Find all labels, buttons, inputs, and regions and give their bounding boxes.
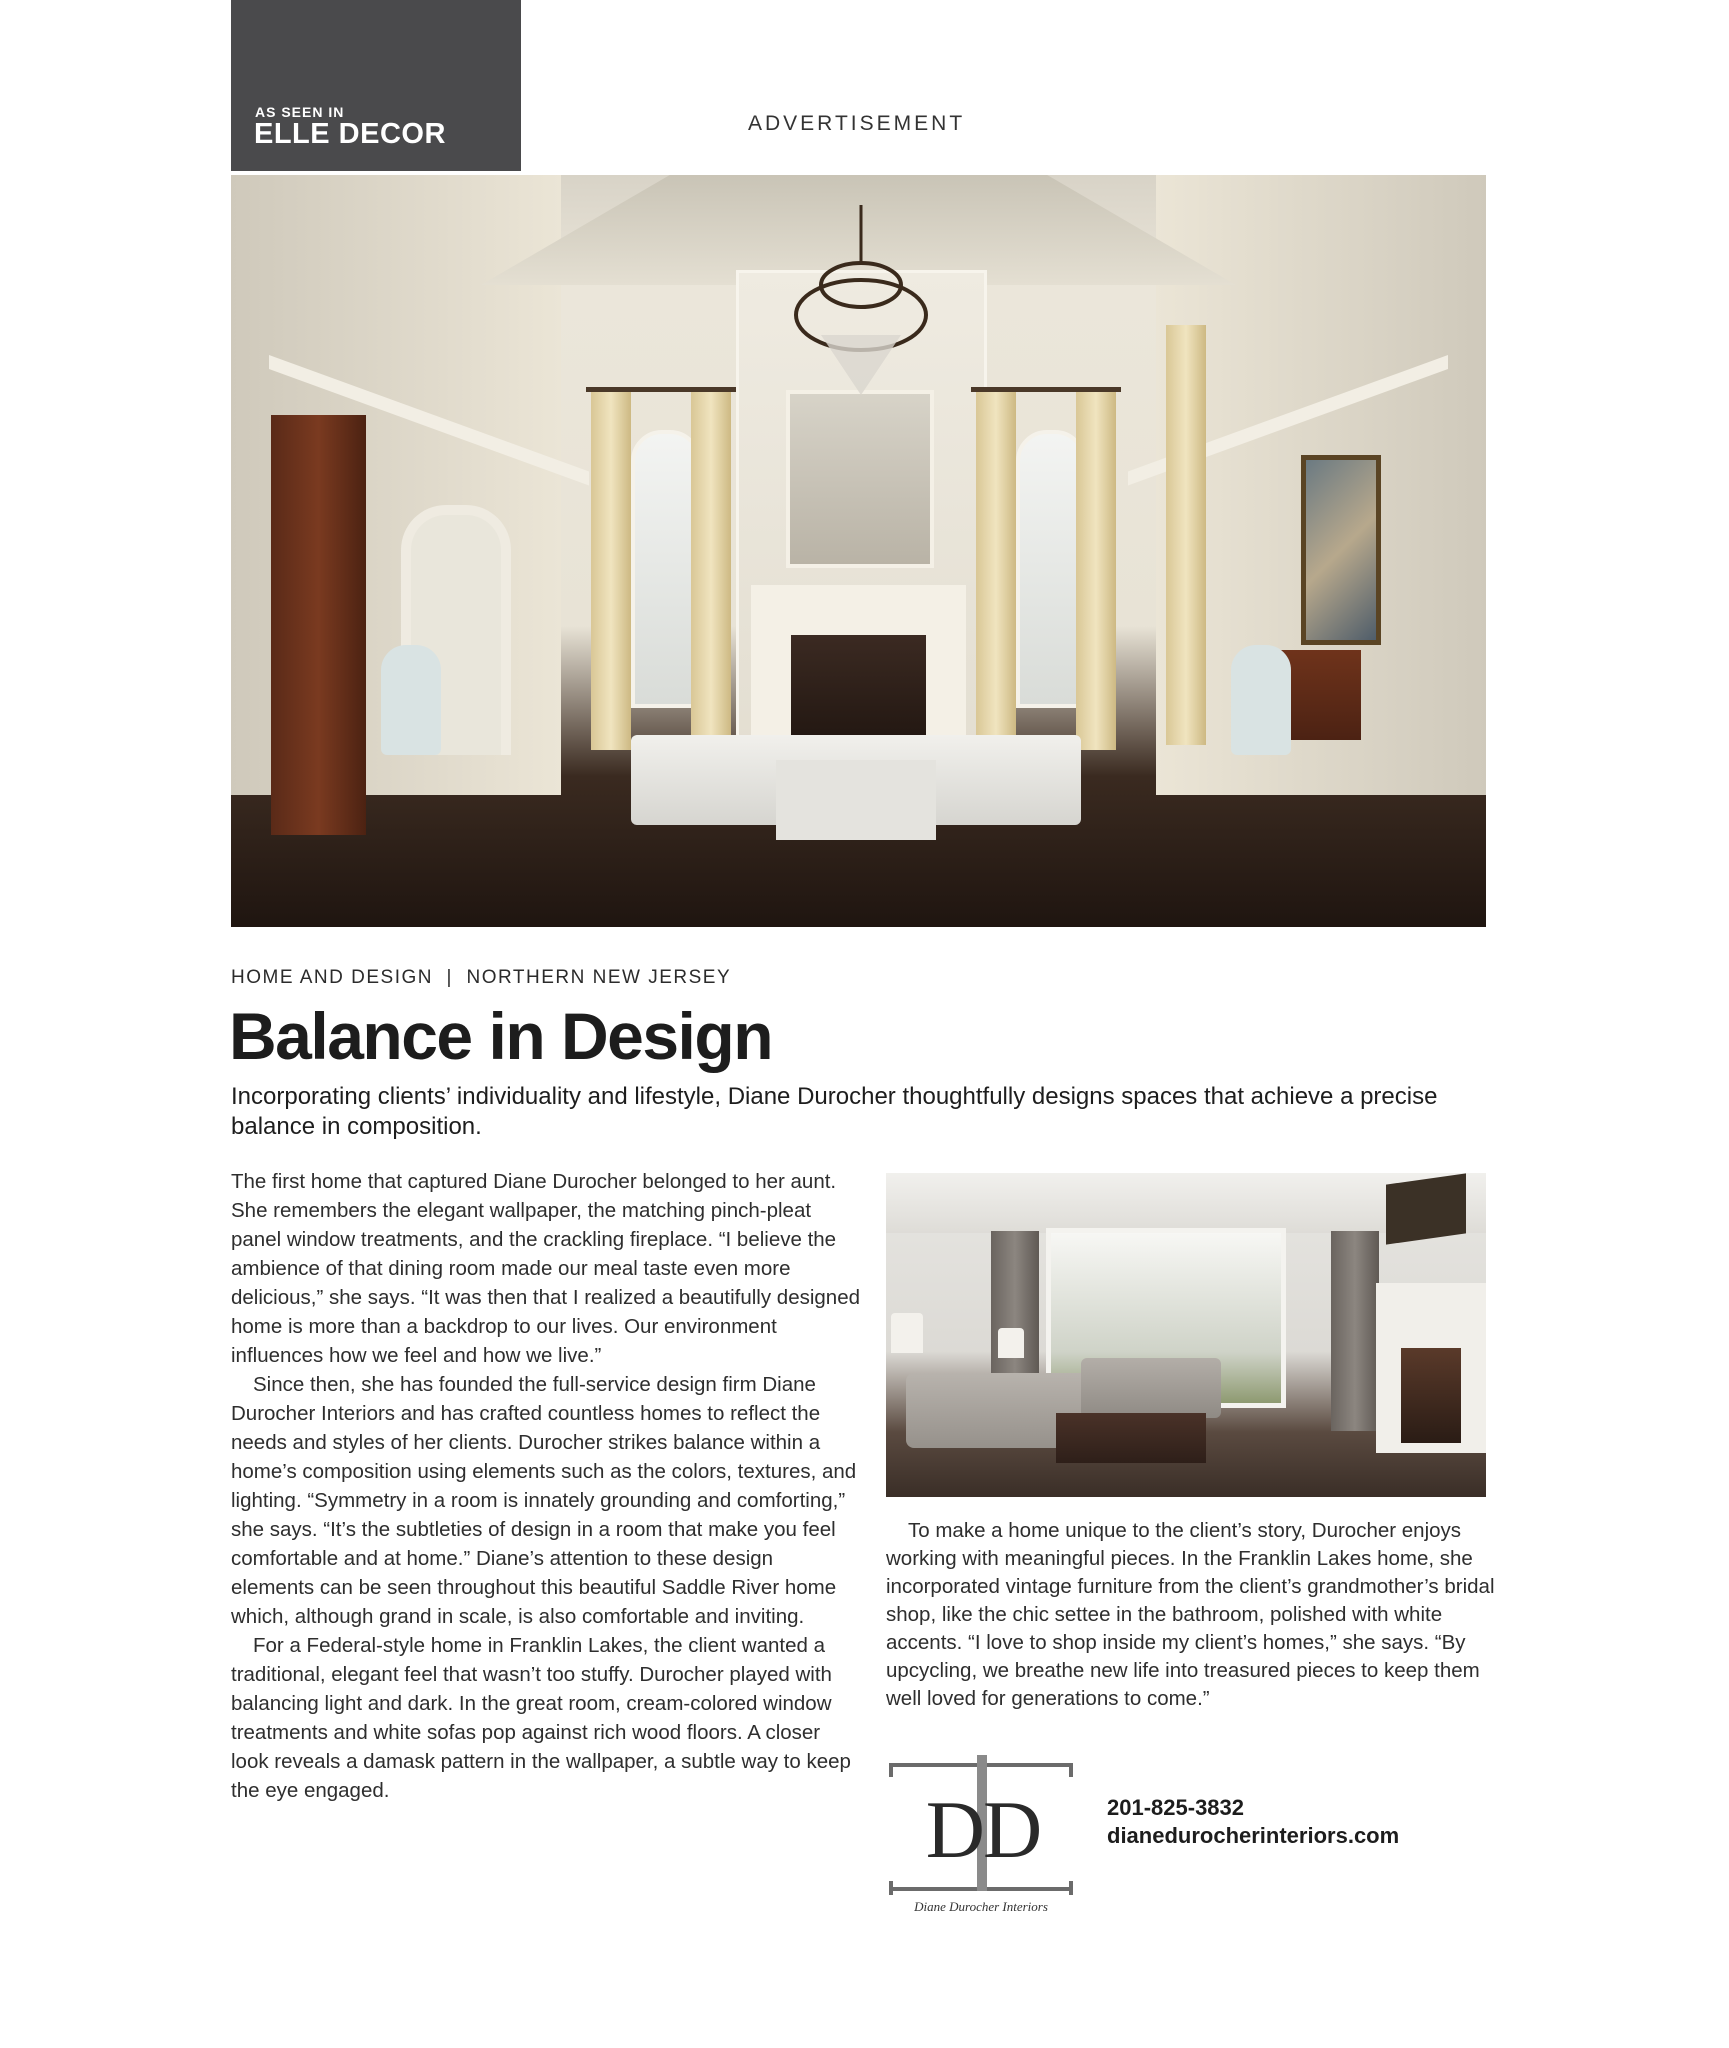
elle-decor-badge bbox=[231, 0, 521, 171]
badge-line-2: ELLE DECOR bbox=[254, 118, 446, 150]
body-column-left bbox=[231, 1167, 861, 1805]
chandelier-icon bbox=[791, 205, 931, 400]
living-room-photo bbox=[886, 1173, 1486, 1497]
badge-line-1: AS SEEN IN bbox=[255, 104, 345, 120]
body-column-right bbox=[886, 1517, 1501, 1713]
advertisement-label: ADVERTISEMENT bbox=[748, 112, 966, 135]
logo-letters: DD bbox=[925, 1784, 1041, 1875]
contact-block bbox=[1107, 1794, 1399, 1850]
body-paragraph: To make a home unique to the client’s story, Durocher enjoys working with meaningful pieces. In the Franklin Lakes home, she incorporated vintage furniture from the client’s grandmother’s bridal shop, like the chic settee in the bathroom, polished with white accents. “I love to shop inside my client’s homes,” she says. “By upcycling, we breathe new life into treasured pieces to keep them well loved for generations to come.” bbox=[886, 1519, 1495, 1710]
body-paragraph: For a Federal-style home in Franklin Lakes, the client wanted a traditional, elegant feel that wasn’t too stuffy. Durocher played with balancing light and dark. In the great room, cream-colored window treatments and white sofas pop against rich wood floors. A closer look reveals a damask pattern in the wallpaper, a subtle way to keep the eye engaged. bbox=[231, 1634, 851, 1802]
hero-photo-great-room bbox=[231, 175, 1486, 927]
diane-durocher-logo bbox=[886, 1763, 1076, 1921]
article-deck: Incorporating clients’ individuality and lifestyle, Diane Durocher thoughtfully designs spaces that achieve a precise balance in composition. bbox=[231, 1083, 1438, 1140]
phone-number[interactable]: 201-825-3832 bbox=[1107, 1795, 1245, 1820]
body-paragraph: The first home that captured Diane Durocher belonged to her aunt. She remembers the elegant wallpaper, the matching pinch-pleat panel window treatments, and the crackling fireplace. “I believe the ambience of that dining room made our meal taste even more delicious,” she says. “It was then that I realized a beautifully designed home is more than a backdrop to our lives. Our environment influences how we feel and how we live.” bbox=[231, 1170, 861, 1367]
article-title: Balance in Design bbox=[229, 999, 773, 1073]
section-kicker: HOME AND DESIGN | NORTHERN NEW JERSEY bbox=[231, 967, 732, 988]
website-link[interactable]: dianedurocherinteriors.com bbox=[1107, 1823, 1400, 1848]
logo-script: Diane Durocher Interiors bbox=[914, 1899, 1048, 1914]
body-paragraph: Since then, she has founded the full-service design firm Diane Durocher Interiors and has crafted countless homes to reflect the needs and styles of her clients. Durocher strikes balance within a home’s composition using elements such as the colors, textures, and lighting. “Symmetry in a room is innately grounding and comforting,” she says. “It’s the subtleties of design in a room that make you feel comfortable and at home.” Diane’s attention to these design elements can be seen throughout this beautiful Saddle River home which, although grand in scale, is also comfortable and inviting. bbox=[231, 1373, 857, 1628]
